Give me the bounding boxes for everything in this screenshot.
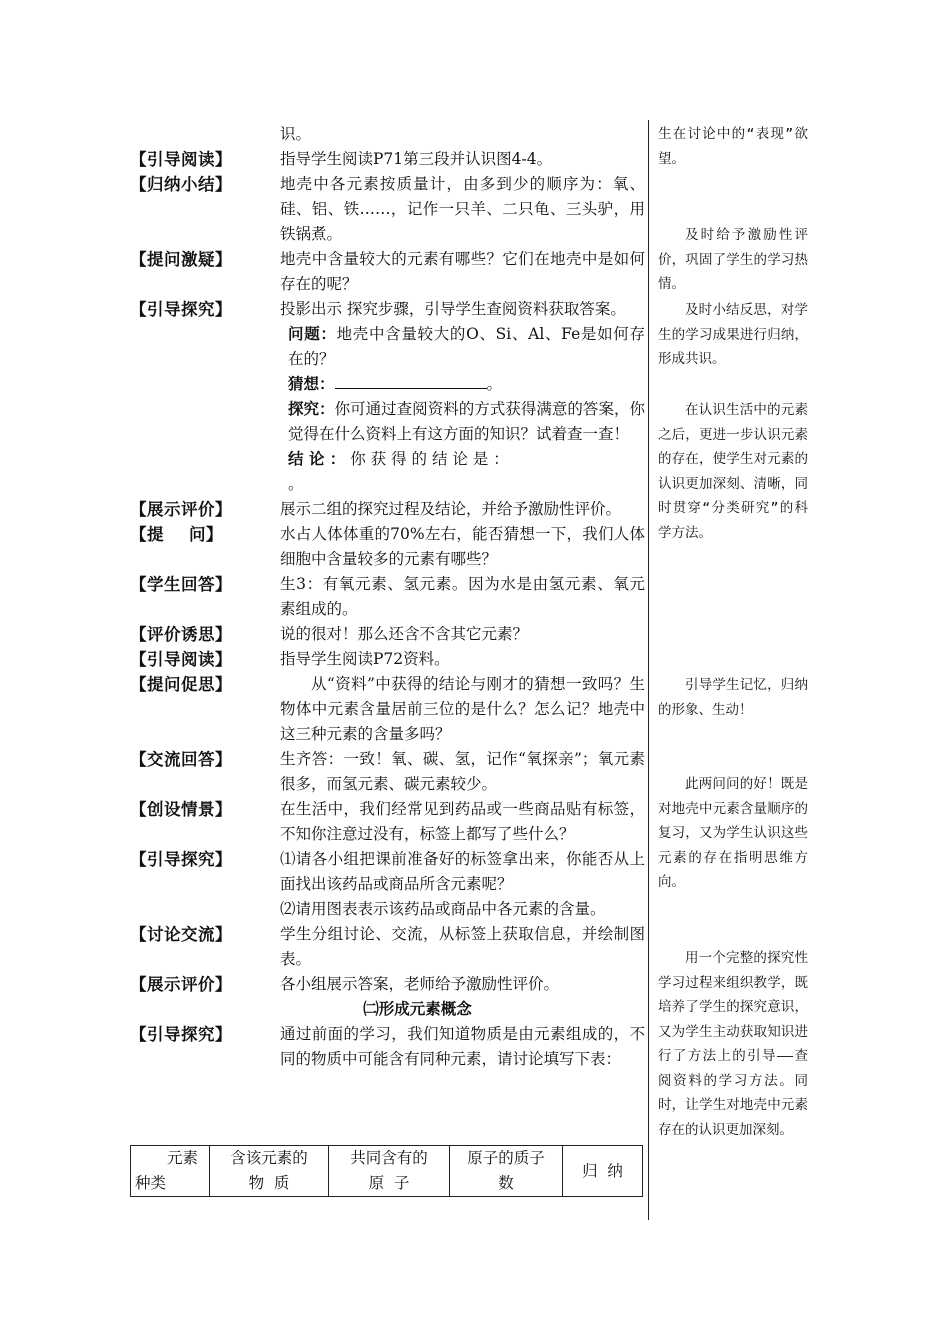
column-divider xyxy=(648,120,649,1220)
question-text: 地壳中含量较大的O、Si、Al、Fe是如何存在的？ xyxy=(288,325,645,368)
lesson-row xyxy=(130,647,645,672)
row-label: 【展示评价】 xyxy=(130,975,232,994)
row-text: 在生活中，我们经常见到药品或一些商品贴有标签，不知你注意过没有，标签上都写了些什么？ xyxy=(280,800,645,843)
row-text: 指导学生阅读P72资料。 xyxy=(280,650,450,668)
explore-text: 你可通过查阅资料的方式获得满意的答案，你觉得在什么资料上有这方面的知识？试着查一查！ xyxy=(288,400,645,443)
explore-label: 探究： xyxy=(288,400,335,418)
row-label: 【交流回答】 xyxy=(130,750,232,769)
side-comment: 在认识生活中的元素之后，更进一步认识元素的存在，使学生对元素的认识更加深刻、清晰，同时贯穿“分类研究”的科学方法。 xyxy=(658,402,808,541)
table-header-cell: 归 纳 xyxy=(563,1146,643,1197)
lesson-row xyxy=(130,497,645,522)
element-table xyxy=(130,1145,643,1197)
row-text: 地壳中各元素按质量计，由多到少的顺序为：氧、硅、铝、铁……，记作一只羊、二只龟、三头驴，用铁锅煮。 xyxy=(280,175,645,243)
row-text: 通过前面的学习，我们知道物质是由元素组成的，不同的物质中可能含有同种元素，请讨论填写下表： xyxy=(280,1025,645,1068)
lesson-row xyxy=(130,672,645,747)
row-text: 地壳中含量较大的元素有哪些？它们在地壳中是如何存在的呢？ xyxy=(280,250,645,293)
lesson-row xyxy=(130,297,645,322)
section-heading: ㈡形成元素概念 xyxy=(363,1000,472,1018)
lesson-row xyxy=(130,747,645,797)
row-label: 【引导探究】 xyxy=(130,300,232,319)
row-label: 【提问激疑】 xyxy=(130,250,232,269)
conclusion-label: 结 论 ： xyxy=(288,450,346,468)
row-text: 展示二组的探究过程及结论，并给予激励性评价。 xyxy=(280,500,622,518)
lesson-row xyxy=(130,172,645,247)
explore-row xyxy=(130,397,645,447)
conclusion-text: 你 获 得 的 结 论 是 ： xyxy=(350,450,509,468)
conclusion-row: 结 论 ： 你 获 得 的 结 论 是 ： 。 xyxy=(288,450,509,493)
lesson-row xyxy=(130,147,645,172)
row-text: ⑵请用图表表示该药品或商品中各元素的含量。 xyxy=(280,900,606,918)
row-text: 水占人体体重的70%左右，能否猜想一下，我们人体细胞中含量较多的元素有哪些？ xyxy=(280,525,645,568)
lesson-row xyxy=(130,1022,645,1072)
side-comment: 及时给予激励性评价，巩固了学生的学习热情。 xyxy=(658,227,808,292)
table-header-cell: 含该元素的 物 质 xyxy=(210,1146,329,1197)
row-text: 指导学生阅读P71第三段并认识图4-4。 xyxy=(280,150,553,168)
lesson-row xyxy=(130,797,645,847)
row-label: 【引导阅读】 xyxy=(130,650,232,669)
side-comment: 及时小结反思，对学生的学习成果进行归纳，形成共识。 xyxy=(658,302,808,367)
row-text: 说的很对！那么还含不含其它元素？ xyxy=(280,625,529,643)
question-row xyxy=(130,322,645,372)
row-text: 投影出示 探究步骤，引导学生查阅资料获取答案。 xyxy=(280,300,626,318)
lesson-main-column xyxy=(130,122,645,1072)
side-comment: 用一个完整的探究性学习过程来组织教学，既培养了学生的探究意识，又为学生主动获取知识进行了方法上的引导——查阅资料的学习方法。同时，让学生对地壳中元素存在的认识更加深刻。 xyxy=(658,950,808,1138)
lesson-row xyxy=(130,972,645,997)
table-header-row xyxy=(131,1146,643,1197)
guess-blank[interactable] xyxy=(335,372,487,389)
row-label: 【学生回答】 xyxy=(130,575,232,594)
row-label: 【提问促思】 xyxy=(130,675,232,694)
row-text: 生3：有氧元素、氢元素。因为水是由氢元素、氧元素组成的。 xyxy=(280,575,645,618)
guess-label: 猜想： xyxy=(288,375,335,393)
lesson-row xyxy=(130,922,645,972)
row-label: 【引导探究】 xyxy=(130,850,232,869)
row-label: 【评价诱思】 xyxy=(130,625,232,644)
row-label: 【讨论交流】 xyxy=(130,925,232,944)
side-comment: 引导学生记忆，归纳的形象、生动！ xyxy=(658,677,808,718)
lesson-row xyxy=(130,522,645,572)
table-header-cell: 元素 种类 xyxy=(131,1146,210,1197)
row-text: 生齐答：一致！氧、碳、氢，记作“氧探亲”；氧元素很多，而氢元素、碳元素较少。 xyxy=(280,750,645,793)
lesson-row xyxy=(130,847,645,922)
row-text: 学生分组讨论、交流，从标签上获取信息，并绘制图表。 xyxy=(280,925,645,968)
table-header-cell: 原子的质子 数 xyxy=(450,1146,563,1197)
row-label: 【创设情景】 xyxy=(130,800,232,819)
row-label xyxy=(130,122,280,147)
lesson-row xyxy=(130,622,645,647)
lesson-row xyxy=(130,247,645,297)
side-comment: 生在讨论中的“表现”欲望。 xyxy=(658,126,808,167)
guess-row: 猜想： 。 xyxy=(130,372,645,397)
row-text: ⑴请各小组把课前准备好的标签拿出来，你能否从上面找出该药品或商品所含元素呢？ xyxy=(280,850,645,893)
lesson-row xyxy=(130,122,645,147)
side-comment: 此两问问的好！既是对地壳中元素含量顺序的复习，又为学生认识这些元素的存在指明思维方向。 xyxy=(658,776,808,890)
row-label: 【引导阅读】 xyxy=(130,150,232,169)
row-label: 【引导探究】 xyxy=(130,1025,232,1044)
row-label: 【归纳小结】 xyxy=(130,175,232,194)
question-label: 问题： xyxy=(288,325,337,343)
lesson-row xyxy=(130,572,645,622)
row-label: 【提 问】 xyxy=(130,525,223,544)
row-label: 【展示评价】 xyxy=(130,500,232,519)
row-text: 各小组展示答案，老师给予激励性评价。 xyxy=(280,975,560,993)
row-text: 识。 xyxy=(280,125,312,143)
table-header-cell: 共同含有的 原 子 xyxy=(329,1146,450,1197)
row-text: 从“资料”中获得的结论与刚才的猜想一致吗？生物体中元素含量居前三位的是什么？怎么记？地壳中这三种元素的含量多吗？ xyxy=(280,675,645,743)
